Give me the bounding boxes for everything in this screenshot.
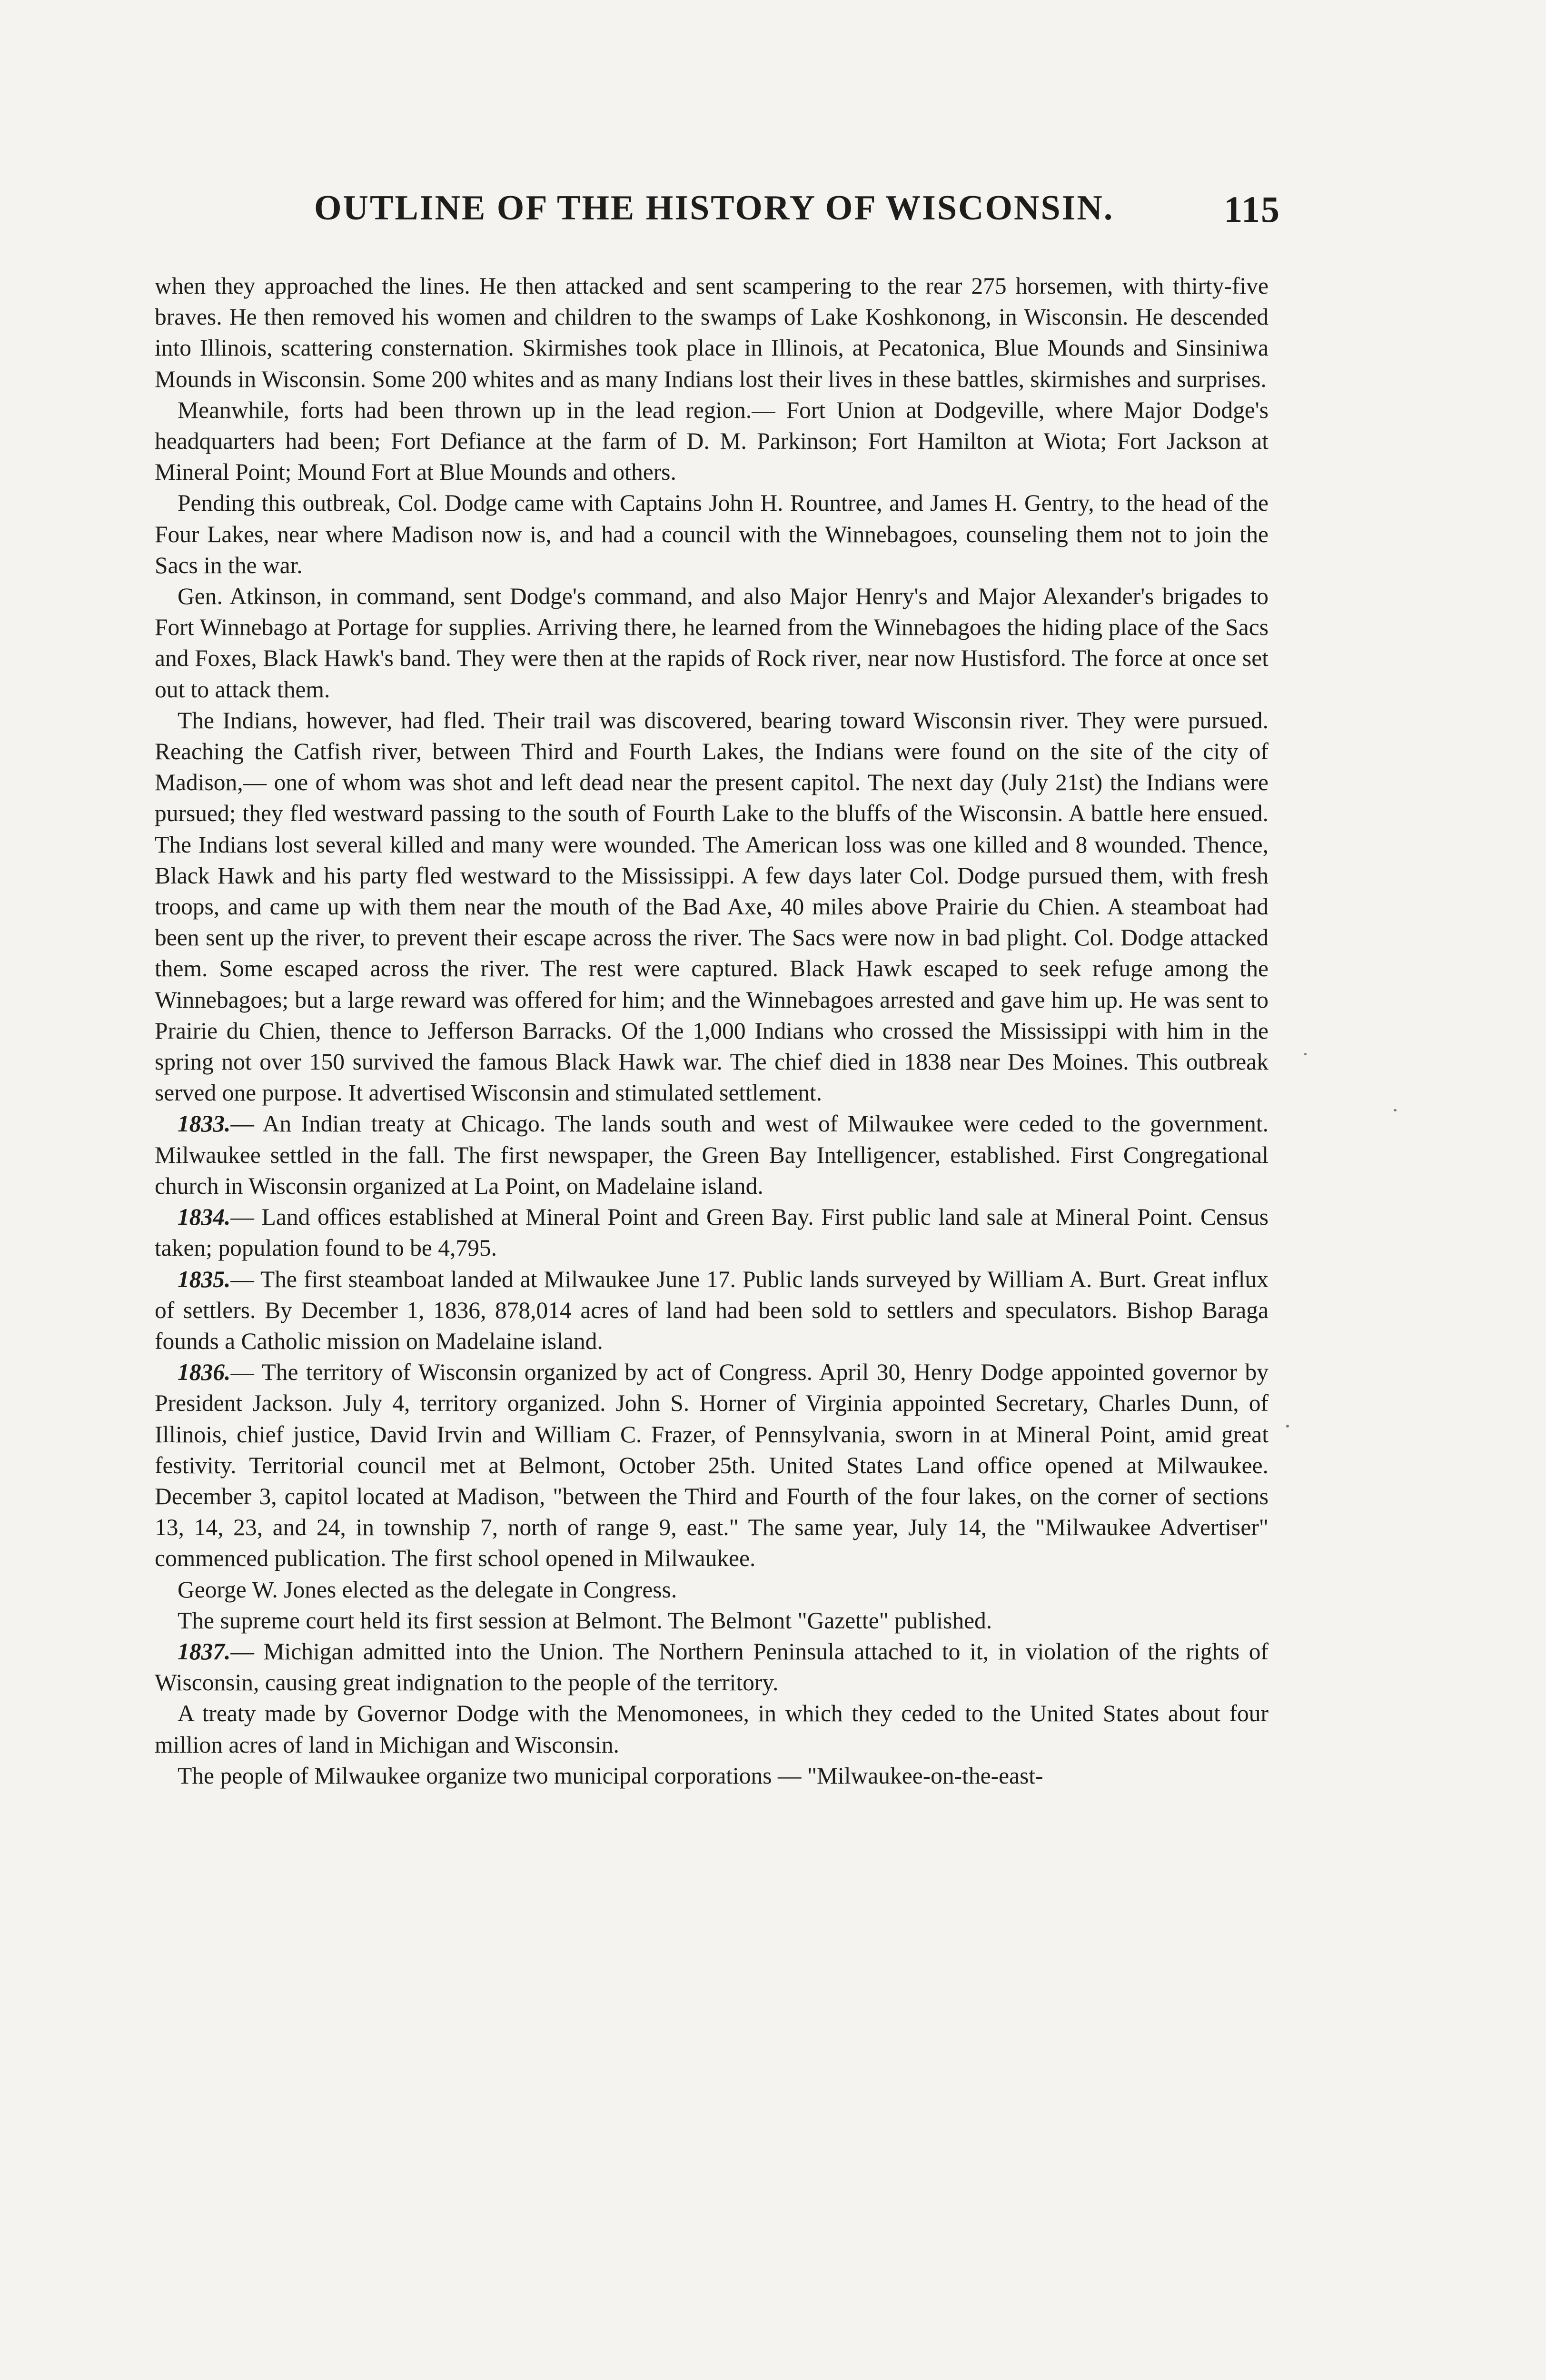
paragraph <box>155 1636 1269 1698</box>
paragraph-text: The supreme court held its first session at Belmont. The Belmont "Gazette" published. <box>178 1607 992 1634</box>
paragraph-text: when they approached the lines. He then attacked and sent scampering to the rear 275 horsemen, with thirty-five braves. He then removed his women and children to the swamps of Lake Koshkonong, in Wisconsin. He descended into Illinois, scattering consternation. Skirmishes took place in Illinois, at Pecatonica, Blue Mounds and Sinsiniwa Mounds in Wisconsin. Some 200 whites and as many Indians lost their lives in these battles, skirmishes and surprises. <box>155 273 1269 392</box>
body-text <box>155 270 1269 1791</box>
scan-speck <box>1286 1425 1289 1428</box>
paragraph-text: Meanwhile, forts had been thrown up in the lead region.— Fort Union at Dodgeville, where Major Dodge's headquarters had been; Fort Defiance at the farm of D. M. Parkinson; Fort Hamilton at Wiota; Fort Jackson at Mineral Point; Mound Fort at Blue Mounds and others. <box>155 397 1269 486</box>
paragraph <box>155 1760 1269 1791</box>
page-number: 115 <box>1224 188 1280 230</box>
paragraph-year: 1836. <box>178 1359 231 1386</box>
paragraph <box>155 487 1269 581</box>
paragraph <box>155 1574 1269 1605</box>
paragraph-text: Pending this outbreak, Col. Dodge came with Captains John H. Rountree, and James H. Gentry, to the head of the Four Lakes, near where Madison now is, and had a council with the Winnebagoes, counseling them not to join the Sacs in the war. <box>155 490 1269 578</box>
paragraph-year: 1833. <box>178 1111 231 1137</box>
paragraph-text: — Land offices established at Mineral Point and Green Bay. First public land sale at Mineral Point. Census taken; population found to be 4,795. <box>155 1204 1269 1261</box>
paragraph-text: — Michigan admitted into the Union. The Northern Peninsula attached to it, in violation of the rights of Wisconsin, causing great indignation to the people of the territory. <box>155 1638 1269 1696</box>
paragraph-year: 1834. <box>178 1204 231 1230</box>
paragraph-text: Gen. Atkinson, in command, sent Dodge's command, and also Major Henry's and Major Alexander's brigades to Fort Winnebago at Portage for supplies. Arriving there, he learned from the Winnebagoes the hiding place of the Sacs and Foxes, Black Hawk's band. They were then at the rapids of Rock river, near now Hustisford. The force at once set out to attack them. <box>155 583 1269 703</box>
paragraph-text: The people of Milwaukee organize two municipal corporations — "Milwaukee-on-the-east- <box>178 1762 1043 1789</box>
paragraph-text: — The first steamboat landed at Milwaukee June 17. Public lands surveyed by William A. Burt. Great influx of settlers. By December 1, 1836, 878,014 acres of land had been sold to settlers and speculators. Bishop Baraga founds a Catholic mission on Madelaine island. <box>155 1266 1269 1354</box>
paragraph <box>155 1201 1269 1263</box>
paragraph-year: 1835. <box>178 1266 231 1292</box>
paragraph-year: 1837. <box>178 1638 231 1665</box>
scan-speck <box>1394 1109 1397 1111</box>
paragraph <box>155 705 1269 1109</box>
scan-speck <box>1304 1053 1307 1055</box>
paragraph-text: The Indians, however, had fled. Their trail was discovered, bearing toward Wisconsin river. They were pursued. Reaching the Catfish river, between Third and Fourth Lakes, the Indians were found on the site of the city of Madison,— one of whom was shot and left dead near the present capitol. The next day (July 21st) the Indians were pursued; they fled westward passing to the south of Fourth Lake to the bluffs of the Wisconsin. A battle here ensued. The Indians lost several killed and many were wounded. The American loss was one killed and 8 wounded. Thence, Black Hawk and his party fled westward to the Mississippi. A few days later Col. Dodge pursued them, with fresh troops, and came up with them near the mouth of the Bad Axe, 40 miles above Prairie du Chien. A steamboat had been sent up the river, to prevent their escape across the river. The Sacs were now in bad plight. Col. Dodge attacked them. Some escaped across the river. The rest were captured. Black Hawk escaped to seek refuge among the Winnebagoes; but a large reward was offered for him; and the Winnebagoes arrested and gave him up. He was sent to Prairie du Chien, thence to Jefferson Barracks. Of the 1,000 Indians who crossed the Mississippi with him in the spring not over 150 survived the famous Black Hawk war. The chief died in 1838 near Des Moines. This outbreak served one purpose. It advertised Wisconsin and stimulated settlement. <box>155 707 1269 1106</box>
paragraph-text: A treaty made by Governor Dodge with the Menomonees, in which they ceded to the United States about four million acres of land in Michigan and Wisconsin. <box>155 1700 1269 1758</box>
paragraph-text: George W. Jones elected as the delegate in Congress. <box>178 1576 677 1603</box>
paragraph <box>155 1698 1269 1760</box>
running-head: OUTLINE OF THE HISTORY OF WISCONSIN. <box>314 188 1114 228</box>
page-header <box>305 188 1280 245</box>
paragraph <box>155 270 1269 395</box>
paragraph <box>155 581 1269 705</box>
paragraph-text: — An Indian treaty at Chicago. The lands south and west of Milwaukee were ceded to the government. Milwaukee settled in the fall. The first newspaper, the Green Bay Intelligencer, established. First Congregational church in Wisconsin organized at La Point, on Madelaine island. <box>155 1111 1269 1199</box>
paragraph <box>155 1605 1269 1636</box>
paragraph <box>155 1108 1269 1201</box>
paragraph <box>155 1264 1269 1357</box>
paragraph-text: — The territory of Wisconsin organized by act of Congress. April 30, Henry Dodge appointed governor by President Jackson. July 4, territory organized. John S. Horner of Virginia appointed Secretary, Charles Dunn, of Illinois, chief justice, David Irvin and William C. Frazer, of Pennsylvania, sworn in at Mineral Point, amid great festivity. Territorial council met at Belmont, October 25th. United States Land office opened at Milwaukee. December 3, capitol located at Madison, "between the Third and Fourth of the four lakes, on the corner of sections 13, 14, 23, and 24, in township 7, north of range 9, east." The same year, July 14, the "Milwaukee Advertiser" commenced publication. The first school opened in Milwaukee. <box>155 1359 1269 1572</box>
paragraph <box>155 1357 1269 1574</box>
paragraph <box>155 395 1269 488</box>
